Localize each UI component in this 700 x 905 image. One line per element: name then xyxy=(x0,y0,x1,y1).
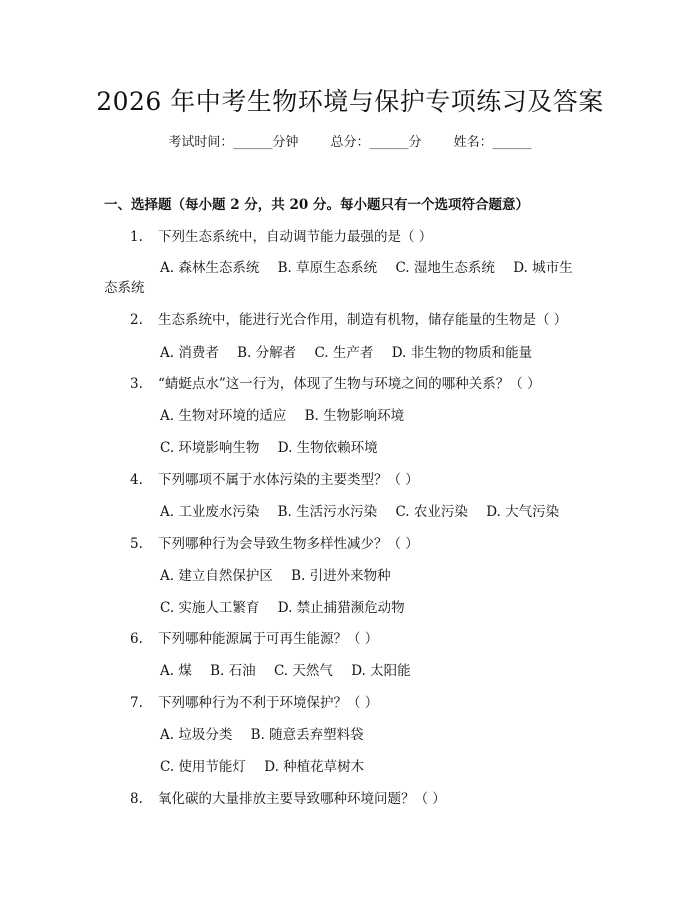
option-a: A. 生物对环境的适应 xyxy=(160,408,287,424)
option-a: A. 煤 xyxy=(160,663,192,679)
exam-name: 姓名：______ xyxy=(453,135,532,150)
question-4 xyxy=(130,468,419,488)
question-text: 下列生态系统中，自动调节能力最强的是（ ） xyxy=(158,229,433,245)
question-text: 下列哪项不属于水体污染的主要类型？（ ） xyxy=(158,472,419,488)
option-a: A. 垃圾分类 xyxy=(160,727,233,743)
question-number: 4. xyxy=(130,472,143,488)
option-c: C. 实施人工繁育 xyxy=(160,600,260,616)
question-6-options xyxy=(160,659,425,679)
question-number: 8. xyxy=(130,791,143,807)
option-c: C. 天然气 xyxy=(273,663,333,679)
option-d: D. 城市生 xyxy=(513,260,573,276)
option-a: A. 森林生态系统 xyxy=(160,260,260,276)
option-b: B. 引进外来物种 xyxy=(291,568,391,584)
option-d: D. 非生物的物质和能量 xyxy=(391,345,533,361)
question-7 xyxy=(130,691,378,711)
question-text: 下列哪种能源属于可再生能源？（ ） xyxy=(158,631,379,647)
question-number: 6. xyxy=(130,631,143,647)
question-5-options-row2 xyxy=(160,596,419,616)
option-c: C. 生产者 xyxy=(314,345,374,361)
question-text: 生态系统中，能进行光合作用，制造有机物，储存能量的生物是（ ） xyxy=(158,312,568,328)
question-number: 5. xyxy=(130,536,143,552)
page-title: 2026 年中考生物环境与保护专项练习及答案 xyxy=(96,87,604,116)
question-2 xyxy=(130,308,567,328)
option-d: D. 大气污染 xyxy=(486,504,560,520)
question-7-options-row2 xyxy=(160,755,378,775)
option-d-wrap: 态系统 xyxy=(104,280,145,296)
option-d: D. 种植花草树木 xyxy=(264,759,365,775)
question-3-options-row1 xyxy=(160,404,418,424)
option-c: C. 湿地生态系统 xyxy=(395,260,495,276)
question-text: “蜻蜓点水”这一行为，体现了生物与环境之间的哪种关系？（ ） xyxy=(158,376,541,392)
question-number: 1. xyxy=(130,229,143,245)
question-5-options-row1 xyxy=(160,564,405,584)
question-number: 2. xyxy=(130,312,143,328)
option-b: B. 石油 xyxy=(210,663,256,679)
question-7-options-row1 xyxy=(160,723,378,743)
exam-time: 考试时间：______分钟 xyxy=(168,135,299,150)
exam-score: 总分：______分 xyxy=(330,135,422,150)
option-c: C. 环境影响生物 xyxy=(160,440,260,456)
question-3 xyxy=(130,372,541,392)
option-b: B. 生活污水污染 xyxy=(277,504,378,520)
option-a: A. 消费者 xyxy=(160,345,219,361)
section-title: 一、选择题（每小题 2 分，共 20 分。每小题只有一个选项符合题意） xyxy=(104,197,529,213)
question-number: 3. xyxy=(130,376,143,392)
question-8 xyxy=(130,787,446,807)
question-5 xyxy=(130,532,419,552)
question-text: 下列哪种行为不利于环境保护？（ ） xyxy=(158,695,379,711)
question-3-options-row2 xyxy=(160,436,392,456)
option-b: B. 分解者 xyxy=(237,345,297,361)
option-c: C. 农业污染 xyxy=(395,504,468,520)
option-d: D. 太阳能 xyxy=(351,663,411,679)
option-d: D. 生物依赖环境 xyxy=(277,440,378,456)
question-2-options xyxy=(160,341,546,361)
option-d: D. 禁止捕猎濒危动物 xyxy=(277,600,405,616)
question-number: 7. xyxy=(130,695,143,711)
option-b: B. 草原生态系统 xyxy=(277,260,378,276)
option-a: A. 工业废水污染 xyxy=(160,504,260,520)
question-text: 氧化碳的大量排放主要导致哪种环境问题？（ ） xyxy=(158,791,446,807)
option-c: C. 使用节能灯 xyxy=(160,759,246,775)
option-b: B. 生物影响环境 xyxy=(304,408,405,424)
question-6 xyxy=(130,627,378,647)
question-1-options xyxy=(160,256,573,276)
question-text: 下列哪种行为会导致生物多样性减少？（ ） xyxy=(158,536,419,552)
option-b: B. 随意丢弃塑料袋 xyxy=(250,727,364,743)
question-1 xyxy=(130,225,432,245)
question-4-options xyxy=(160,500,573,520)
option-a: A. 建立自然保护区 xyxy=(160,568,273,584)
exam-info xyxy=(0,131,700,150)
